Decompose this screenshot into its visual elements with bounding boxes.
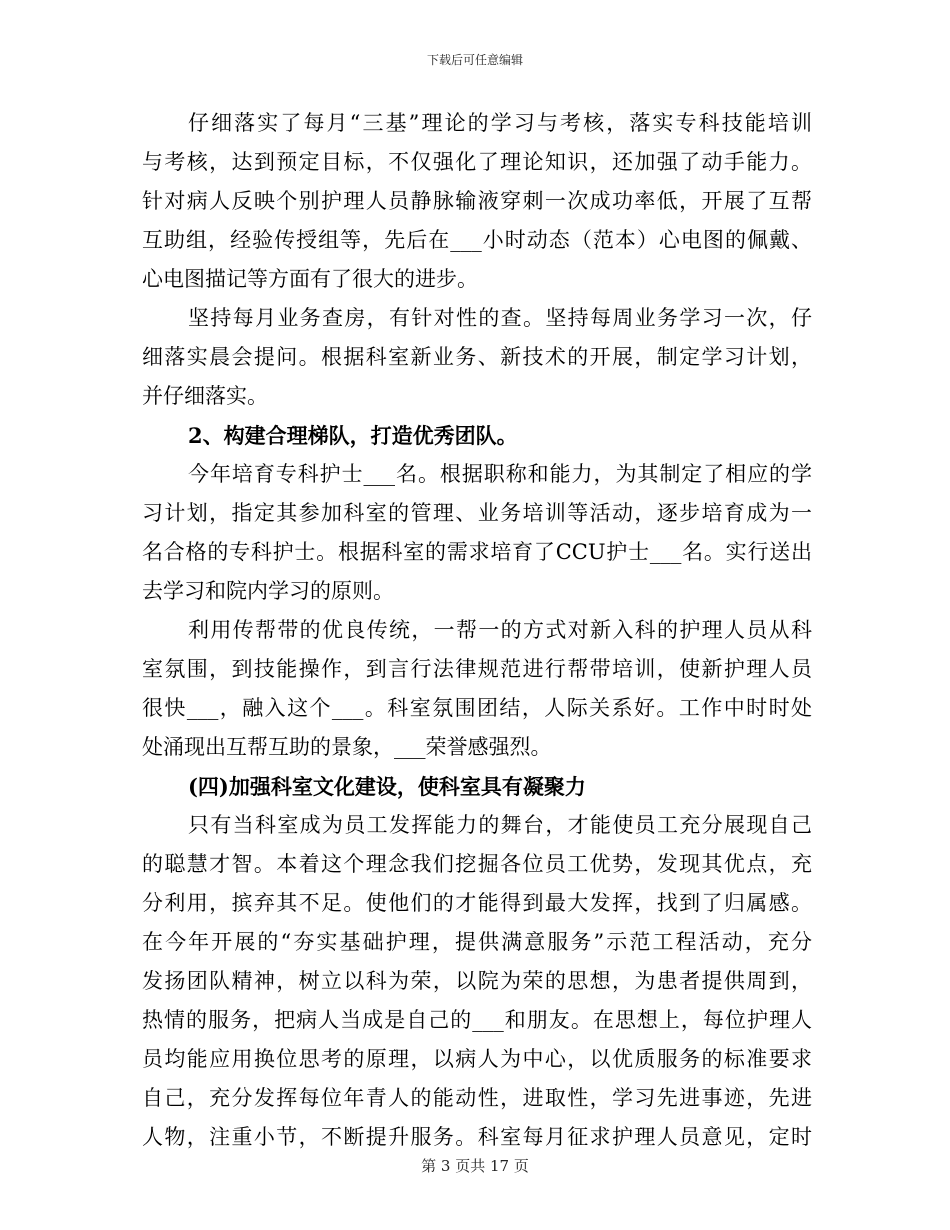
paragraph-line: 很快___，融入这个___。科室氛围团结，人际关系好。工作中时时处 [142, 696, 812, 720]
paragraph-line: 人物，注重小节，不断提升服务。科室每月征求护理人员意见，定时 [142, 1125, 812, 1149]
paragraph-line: 名合格的专科护士。根据科室的需求培育了CCU护士___名。实行送出 [142, 540, 812, 564]
paragraph-line: 只有当科室成为员工发挥能力的舞台，才能使员工充分展现自己 [188, 813, 812, 837]
document-body [142, 104, 812, 1157]
paragraph-line: 的聪慧才智。本着这个理念我们挖掘各位员工优势，发现其优点，充 [142, 852, 812, 876]
paragraph-line: 互助组，经验传授组等，先后在___小时动态（范本）心电图的佩戴、 [142, 228, 812, 252]
section-heading: (四)加强科室文化建设，使科室具有凝聚力 [188, 774, 586, 799]
paragraph-line: 分利用，摈弃其不足。使他们的才能得到最大发挥，找到了归属感。 [142, 891, 812, 915]
paragraph-line: 心电图描记等方面有了很大的进步。 [142, 267, 478, 291]
paragraph-line: 习计划，指定其参加科室的管理、业务培训等活动，逐步培育成为一 [142, 501, 812, 525]
paragraph-line: 并仔细落实。 [142, 384, 268, 408]
paragraph-line: 在今年开展的“夯实基础护理，提供满意服务”示范工程活动，充分 [142, 930, 812, 954]
paragraph-line: 员均能应用换位思考的原理，以病人为中心，以优质服务的标准要求 [142, 1047, 812, 1071]
paragraph-line: 去学习和院内学习的原则。 [142, 579, 394, 603]
paragraph-line: 热情的服务，把病人当成是自己的___和朋友。在思想上，每位护理人 [142, 1008, 812, 1032]
paragraph-line: 坚持每月业务查房，有针对性的查。坚持每周业务学习一次，仔 [188, 306, 812, 330]
section-heading: 2、构建合理梯队，打造优秀团队。 [188, 423, 518, 448]
paragraph-line: 细落实晨会提问。根据科室新业务、新技术的开展，制定学习计划， [142, 345, 812, 369]
page-header: 下载后可任意编辑 [426, 53, 523, 67]
paragraph-line: 与考核，达到预定目标，不仅强化了理论知识，还加强了动手能力。 [142, 150, 812, 174]
paragraph-line: 自己，充分发挥每位年青人的能动性，进取性，学习先进事迹，先进 [142, 1086, 812, 1110]
paragraph-line: 处涌现出互帮互助的景象，___荣誉感强烈。 [142, 735, 552, 759]
paragraph-line: 利用传帮带的优良传统，一帮一的方式对新入科的护理人员从科 [188, 618, 812, 642]
page-number-footer: 第 3 页共 17 页 [421, 1157, 529, 1175]
paragraph-line: 仔细落实了每月“三基”理论的学习与考核，落实专科技能培训 [188, 111, 812, 135]
paragraph-line: 发扬团队精神，树立以科为荣，以院为荣的思想，为患者提供周到， [142, 969, 812, 993]
paragraph-line: 今年培育专科护士___名。根据职称和能力，为其制定了相应的学 [188, 462, 812, 486]
paragraph-line: 室氛围，到技能操作，到言行法律规范进行帮带培训，使新护理人员 [142, 657, 812, 681]
paragraph-line: 针对病人反映个别护理人员静脉输液穿刺一次成功率低，开展了互帮 [142, 189, 812, 213]
